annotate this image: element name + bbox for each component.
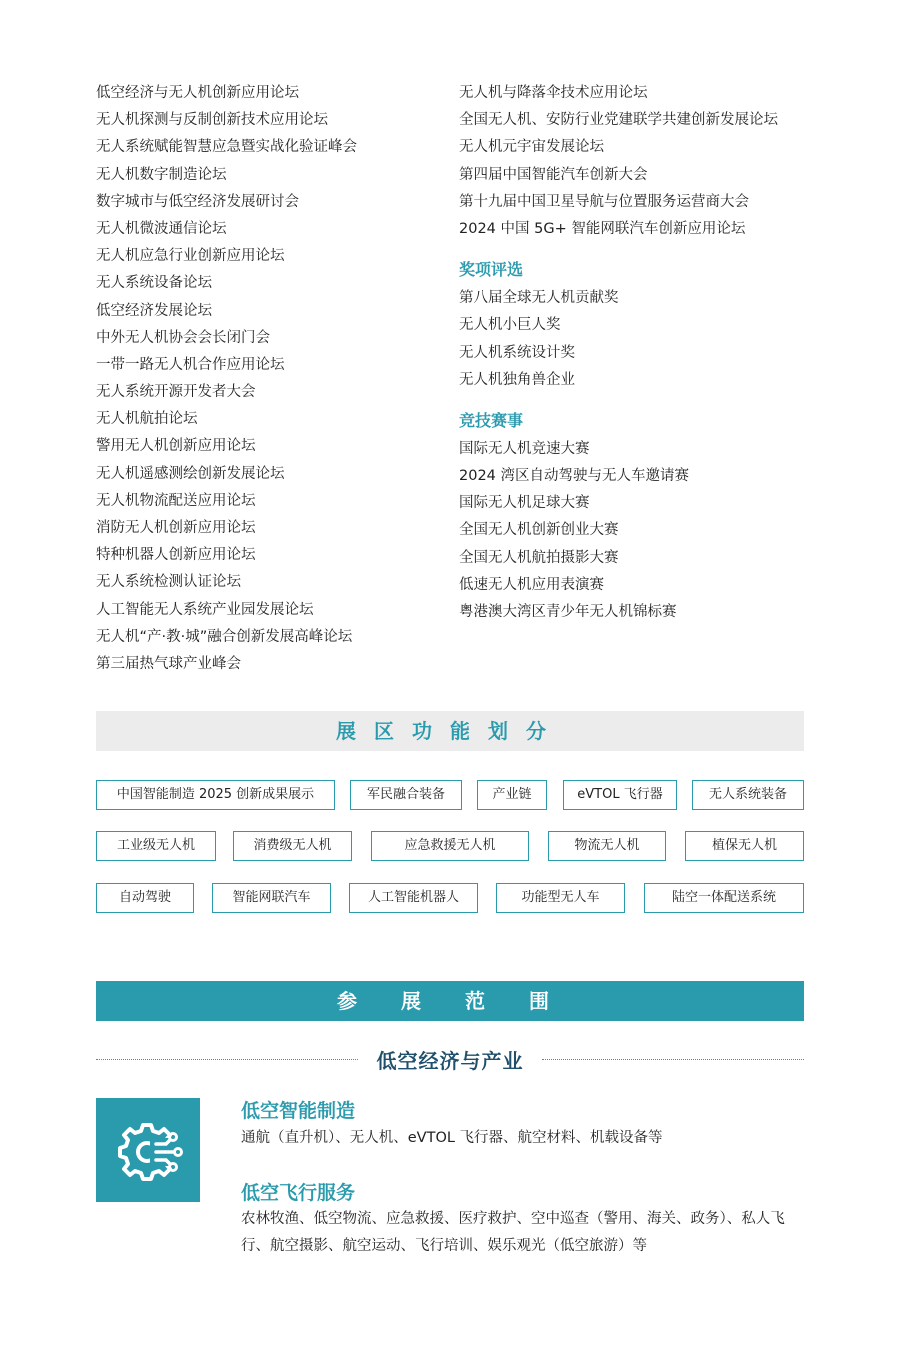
forum-item: 一带一路无人机合作应用论坛 <box>96 356 285 373</box>
forum-item: 无人机与降落伞技术应用论坛 <box>459 85 648 101</box>
award-item: 第八届全球无人机贡献奖 <box>459 290 619 307</box>
zone-tag: 物流无人机 <box>548 831 666 861</box>
scope-subtitle: 低空经济与产业 <box>376 1049 524 1073</box>
forum-item: 人工智能无人系统产业园发展论坛 <box>96 601 314 618</box>
forum-item: 无人机微波通信论坛 <box>96 220 227 237</box>
forum-item: 中外无人机协会会长闭门会 <box>96 329 270 346</box>
zone-tag: 工业级无人机 <box>96 831 216 861</box>
scope-title-bar: 参展范围 <box>96 981 804 1021</box>
zone-tag: 人工智能机器人 <box>349 883 478 913</box>
competition-item: 国际无人机竞速大赛 <box>459 440 590 457</box>
forum-item: 无人机遥感测绘创新发展论坛 <box>96 465 285 482</box>
zone-tag: 消费级无人机 <box>233 831 352 861</box>
zone-tag: 功能型无人车 <box>496 883 625 913</box>
forum-item: 无人机物流配送应用论坛 <box>96 492 256 509</box>
award-item: 无人机小巨人奖 <box>459 317 561 334</box>
zone-tag: 植保无人机 <box>685 831 804 861</box>
forum-item: 无人机数字制造论坛 <box>96 166 227 183</box>
forum-item: 第四届中国智能汽车创新大会 <box>459 166 648 183</box>
award-item: 无人机独角兽企业 <box>459 371 575 388</box>
zone-tag: 陆空一体配送系统 <box>644 883 804 913</box>
zone-tag: eVTOL 飞行器 <box>563 780 677 810</box>
forum-item: 无人系统开源开发者大会 <box>96 384 256 401</box>
category-title: 低空智能制造 <box>241 1100 356 1122</box>
forum-list-right <box>459 80 819 626</box>
forum-item: 数字城市与低空经济发展研讨会 <box>96 193 299 210</box>
competition-item: 全国无人机航拍摄影大赛 <box>459 549 619 566</box>
zones-title-bar: 展区功能划分 <box>96 711 804 751</box>
zone-tag: 中国智能制造 2025 创新成果展示 <box>96 780 335 810</box>
forum-item: 无人机“产·教·城”融合创新发展高峰论坛 <box>96 628 353 645</box>
forum-item: 第三届热气球产业峰会 <box>96 655 241 672</box>
forum-item: 低空经济发展论坛 <box>96 302 212 319</box>
forum-item: 全国无人机、安防行业党建联学共建创新发展论坛 <box>459 112 778 129</box>
forum-item: 特种机器人创新应用论坛 <box>96 547 256 564</box>
forum-list-left <box>96 80 436 678</box>
zone-tag: 产业链 <box>477 780 547 810</box>
category-title: 低空飞行服务 <box>241 1182 356 1204</box>
forum-item: 无人系统检测认证论坛 <box>96 574 241 591</box>
competition-item: 全国无人机创新创业大赛 <box>459 522 619 539</box>
competitions-heading: 竞技赛事 <box>459 410 524 430</box>
forum-item: 警用无人机创新应用论坛 <box>96 438 256 455</box>
forum-item: 无人机探测与反制创新技术应用论坛 <box>96 112 328 129</box>
competition-item: 国际无人机足球大赛 <box>459 495 590 512</box>
award-item: 无人机系统设计奖 <box>459 344 575 361</box>
zone-tag: 无人系统装备 <box>692 780 804 810</box>
gear-circuit-icon <box>96 1098 200 1202</box>
zone-tag: 智能网联汽车 <box>212 883 331 913</box>
forum-item: 第十九届中国卫星导航与位置服务运营商大会 <box>459 193 749 210</box>
competition-item: 低速无人机应用表演赛 <box>459 576 604 593</box>
zone-tag: 军民融合装备 <box>350 780 462 810</box>
category-description: 农林牧渔、低空物流、应急救援、医疗救护、空中巡查（警用、海关、政务）、私人飞行、航空摄影、航空运动、飞行培训、娱乐观光（低空旅游）等 <box>241 1211 785 1254</box>
forum-item: 无人机元宇宙发展论坛 <box>459 139 604 156</box>
competition-item: 2024 湾区自动驾驶与无人车邀请赛 <box>459 468 690 485</box>
forum-item: 无人机应急行业创新应用论坛 <box>96 248 285 265</box>
category-description: 通航（直升机）、无人机、eVTOL 飞行器、航空材料、机载设备等 <box>241 1130 663 1146</box>
competition-item: 粤港澳大湾区青少年无人机锦标赛 <box>459 604 677 620</box>
awards-heading: 奖项评选 <box>459 260 524 280</box>
zone-tag: 应急救援无人机 <box>371 831 529 861</box>
forum-item: 2024 中国 5G+ 智能网联汽车创新应用论坛 <box>459 220 746 237</box>
zone-tag: 自动驾驶 <box>96 883 194 913</box>
forum-item: 消防无人机创新应用论坛 <box>96 520 256 536</box>
forum-item: 低空经济与无人机创新应用论坛 <box>96 85 299 101</box>
forum-item: 无人机航拍论坛 <box>96 411 198 428</box>
forum-item: 无人系统设备论坛 <box>96 275 212 292</box>
forum-item: 无人系统赋能智慧应急暨实战化验证峰会 <box>96 139 357 156</box>
